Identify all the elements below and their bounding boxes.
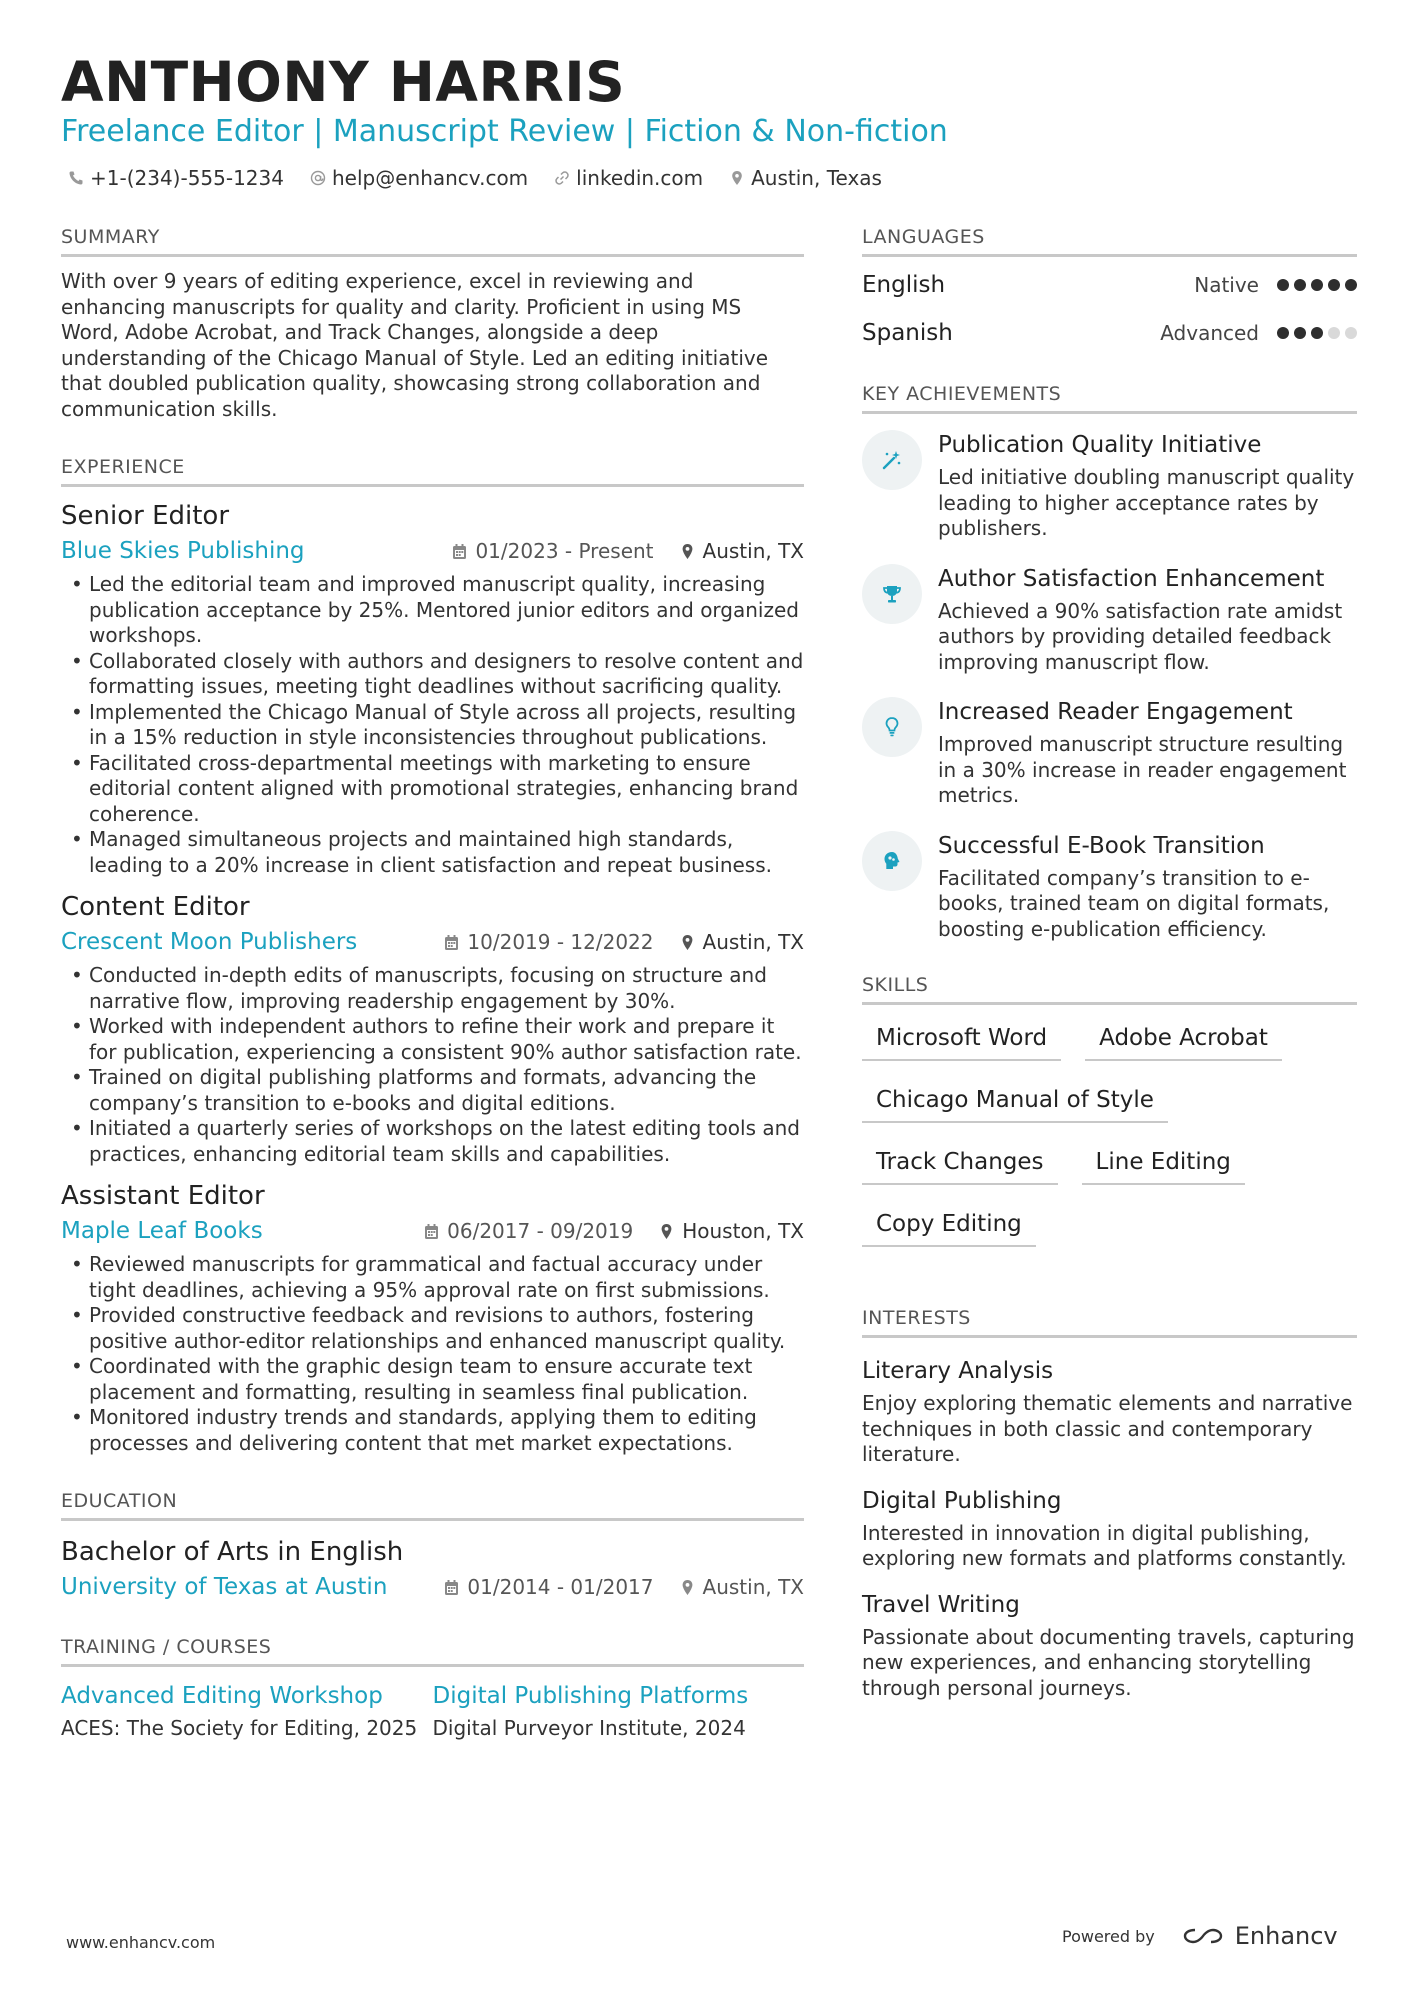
rating-dot-filled — [1294, 327, 1306, 339]
trophy-icon — [880, 582, 904, 606]
job-dates-text: 01/2023 - Present — [475, 539, 654, 563]
language-proficiency — [1194, 273, 1357, 297]
achievement-title: Increased Reader Engagement — [938, 699, 1293, 725]
interest-title: Travel Writing — [862, 1591, 1020, 1618]
bullet-item: • Trained on digital publishing platforms and formats, advancing the company’s transition to e-books and digital editions. — [61, 1065, 804, 1116]
skill-tag: Line Editing — [1082, 1147, 1245, 1185]
location-pin-icon — [659, 1223, 674, 1240]
rating-dot-empty — [1328, 327, 1340, 339]
job-dates — [452, 539, 653, 563]
achievement-content — [938, 564, 1357, 676]
achievement-desc: Achieved a 90% satisfaction rate amidst authors by providing detailed feedback improving manuscript flow. — [938, 598, 1343, 674]
language-name: English — [862, 272, 946, 298]
enhancv-logo-icon — [1181, 1924, 1225, 1948]
course-desc: ACES: The Society for Editing, 2025 — [61, 1716, 418, 1740]
bullet-item: • Provided constructive feedback and revisions to authors, fostering positive author-editor relationships and enhanced manuscript quality. — [61, 1303, 804, 1354]
interest-item — [862, 1486, 1357, 1572]
job-entry — [61, 890, 804, 1167]
interest-desc: Interested in innovation in digital publishing, exploring new formats and platforms constantly. — [862, 1520, 1347, 1570]
job-title: Assistant Editor — [61, 1181, 265, 1211]
course-name[interactable]: Digital Publishing Platforms — [432, 1683, 749, 1709]
language-proficiency — [1160, 321, 1357, 345]
right-column — [862, 224, 1357, 1701]
rating-dot-filled — [1345, 279, 1357, 291]
achievement-title: Publication Quality Initiative — [938, 432, 1262, 458]
job-location-text: Houston, TX — [682, 1219, 804, 1243]
education-location-text: Austin, TX — [702, 1575, 804, 1599]
course-item — [61, 1681, 433, 1742]
contact-location — [729, 164, 882, 192]
job-location-text: Austin, TX — [702, 539, 804, 563]
bullet-item: • Worked with independent authors to refine their work and prepare it for publication, experiencing a consistent 90% author satisfaction rate. — [61, 1014, 804, 1065]
course-list — [61, 1681, 804, 1742]
language-item — [862, 261, 1357, 309]
interests-heading: INTERESTS — [862, 1305, 1357, 1338]
language-level: Advanced — [1160, 321, 1259, 345]
calendar-icon — [452, 543, 467, 560]
achievement-icon-badge — [862, 831, 922, 891]
rating-dot-empty — [1345, 327, 1357, 339]
interest-item — [862, 1590, 1357, 1702]
bullet-item: • Coordinated with the graphic design team to ensure accurate text placement and formatting, resulting in seamless final publication. — [61, 1354, 804, 1405]
degree-title: Bachelor of Arts in English — [61, 1537, 404, 1567]
phone-icon — [68, 170, 84, 186]
language-item — [862, 309, 1357, 357]
location-pin-icon — [680, 934, 695, 951]
company-name[interactable]: Maple Leaf Books — [61, 1218, 263, 1244]
calendar-icon — [444, 934, 459, 951]
footer-branding — [1062, 1922, 1338, 1950]
experience-heading: EXPERIENCE — [61, 454, 804, 487]
achievements-heading: KEY ACHIEVEMENTS — [862, 381, 1357, 414]
job-title: Senior Editor — [61, 501, 230, 531]
interest-title: Digital Publishing — [862, 1487, 1062, 1514]
interest-desc: Enjoy exploring thematic elements and narrative techniques in both classic and contemporary literature. — [862, 1391, 1353, 1466]
job-dates-text: 10/2019 - 12/2022 — [467, 930, 654, 954]
powered-by-text: Powered by — [1062, 1926, 1155, 1946]
skill-tag: Copy Editing — [862, 1209, 1036, 1247]
job-bullets — [61, 963, 804, 1167]
languages-heading: LANGUAGES — [862, 224, 1357, 257]
candidate-name: ANTHONY HARRIS — [61, 50, 626, 114]
achievement-desc: Led initiative doubling manuscript quality leading to higher acceptance rates by publishers. — [938, 465, 1355, 540]
training-heading: TRAINING / COURSES — [61, 1634, 804, 1667]
linkedin-text: linkedin.com — [576, 166, 704, 190]
achievement-icon-badge — [862, 564, 922, 624]
education-location — [680, 1575, 804, 1599]
left-column — [61, 224, 804, 1742]
job-entry — [61, 1179, 804, 1456]
job-dates — [424, 1219, 633, 1243]
rating-dot-filled — [1311, 327, 1323, 339]
education-dates — [444, 1575, 653, 1599]
phone-text: +1-(234)-555-1234 — [90, 166, 284, 190]
footer-website[interactable]: www.enhancv.com — [66, 1933, 216, 1952]
interest-title: Literary Analysis — [862, 1358, 1054, 1384]
job-location-text: Austin, TX — [702, 930, 804, 954]
skill-tag: Track Changes — [862, 1147, 1058, 1185]
job-meta-row — [61, 536, 804, 566]
achievement-icon-badge — [862, 697, 922, 757]
job-meta-row — [61, 1216, 804, 1246]
job-meta — [424, 1219, 804, 1243]
language-list — [862, 261, 1357, 357]
achievement-item — [862, 697, 1357, 809]
summary-heading: SUMMARY — [61, 224, 804, 257]
achievement-desc: Improved manuscript structure resulting in a 30% increase in reader engagement metrics. — [938, 732, 1347, 807]
interest-desc: Passionate about documenting travels, capturing new experiences, and enhancing storytelling through personal journeys. — [862, 1624, 1355, 1700]
company-name[interactable]: Blue Skies Publishing — [61, 538, 305, 564]
achievement-content — [938, 831, 1357, 943]
skill-tag: Microsoft Word — [862, 1023, 1061, 1061]
bullet-item: • Conducted in-depth edits of manuscripts, focusing on structure and narrative flow, improving readership engagement by 30%. — [61, 963, 804, 1014]
at-icon — [310, 170, 326, 186]
skill-tag: Adobe Acrobat — [1085, 1023, 1282, 1061]
company-name[interactable]: Crescent Moon Publishers — [61, 929, 358, 955]
location-pin-icon — [680, 1579, 695, 1596]
job-meta — [444, 930, 804, 954]
skill-list — [862, 1023, 1357, 1247]
contact-bar — [68, 164, 882, 192]
job-location — [659, 1219, 804, 1243]
course-desc: Digital Purveyor Institute, 2024 — [432, 1716, 746, 1740]
job-bullets — [61, 572, 804, 878]
job-location — [680, 930, 804, 954]
language-rating — [1277, 279, 1357, 291]
achievement-item — [862, 564, 1357, 676]
job-meta-row — [61, 927, 804, 957]
achievement-icon-badge — [862, 430, 922, 490]
bullet-item: • Collaborated closely with authors and designers to resolve content and formatting issues, meeting tight deadlines without sacrificing quality. — [61, 649, 804, 700]
brain-icon — [880, 849, 904, 873]
achievement-item — [862, 831, 1357, 943]
bullet-item: • Initiated a quarterly series of workshops on the latest editing tools and practices, enhancing editorial team skills and capabilities. — [61, 1116, 804, 1167]
headline: Freelance Editor | Manuscript Review | Fiction & Non-fiction — [61, 114, 948, 149]
location-text: Austin, Texas — [751, 166, 882, 190]
rating-dot-filled — [1328, 279, 1340, 291]
language-rating — [1277, 327, 1357, 339]
job-location — [680, 539, 804, 563]
education-dates-text: 01/2014 - 01/2017 — [467, 1575, 654, 1599]
education-meta-row — [61, 1572, 804, 1602]
contact-phone[interactable] — [68, 164, 284, 192]
lightbulb-icon — [880, 715, 904, 739]
achievement-title: Successful E-Book Transition — [938, 832, 1265, 859]
school-name[interactable]: University of Texas at Austin — [61, 1574, 388, 1600]
skill-tag: Chicago Manual of Style — [862, 1085, 1168, 1123]
link-icon — [554, 170, 570, 186]
language-level: Native — [1194, 273, 1259, 297]
rating-dot-filled — [1311, 279, 1323, 291]
course-item — [433, 1681, 805, 1742]
job-meta — [452, 539, 804, 563]
email-text: help@enhancv.com — [331, 166, 529, 190]
bullet-item: • Monitored industry trends and standards, applying them to editing processes and delivering content that met market expectations. — [61, 1405, 804, 1456]
course-name[interactable]: Advanced Editing Workshop — [61, 1683, 383, 1709]
bullet-item: • Managed simultaneous projects and maintained high standards, leading to a 20% increase in client satisfaction and repeat business. — [61, 827, 804, 878]
rating-dot-filled — [1277, 279, 1289, 291]
education-heading: EDUCATION — [61, 1488, 804, 1521]
education-meta — [444, 1575, 804, 1599]
contact-email[interactable] — [310, 164, 528, 192]
brand-logo[interactable] — [1181, 1922, 1338, 1950]
achievement-content — [938, 697, 1357, 809]
location-pin-icon — [680, 543, 695, 560]
summary-text: With over 9 years of editing experience, excel in reviewing and enhancing manuscripts for quality and clarity. Proficient in using MS Word, Adobe Acrobat, and Track Changes, alongside a deep understanding of the Chicago Manual of Style. Led an editing initiative that doubled publication quality, showcasing strong collaboration and communication skills. — [61, 269, 769, 421]
rating-dot-filled — [1277, 327, 1289, 339]
interest-item — [862, 1356, 1357, 1468]
calendar-icon — [424, 1223, 439, 1240]
wand-icon — [880, 448, 904, 472]
bullet-item: • Implemented the Chicago Manual of Style across all projects, resulting in a 15% reduction in style inconsistencies throughout publications. — [61, 700, 804, 751]
bullet-item: • Facilitated cross-departmental meetings with marketing to ensure editorial content aligned with promotional strategies, enhancing brand coherence. — [61, 751, 804, 828]
achievement-item — [862, 430, 1357, 542]
bullet-item: • Led the editorial team and improved manuscript quality, increasing publication acceptance by 25%. Mentored junior editors and organized workshops. — [61, 572, 804, 649]
achievement-content — [938, 430, 1357, 542]
job-dates-text: 06/2017 - 09/2019 — [447, 1219, 634, 1243]
achievement-desc: Facilitated company’s transition to e-books, trained team on digital formats, boosting e-publication efficiency. — [938, 865, 1330, 941]
contact-linkedin[interactable] — [554, 164, 703, 192]
brand-name: Enhancv — [1234, 1922, 1338, 1950]
calendar-icon — [444, 1579, 459, 1596]
skills-heading: SKILLS — [862, 972, 1357, 1005]
rating-dot-filled — [1294, 279, 1306, 291]
location-pin-icon — [729, 170, 745, 186]
bullet-item: • Reviewed manuscripts for grammatical and factual accuracy under tight deadlines, achieving a 95% approval rate on first submissions. — [61, 1252, 804, 1303]
job-dates — [444, 930, 653, 954]
language-name: Spanish — [862, 320, 953, 346]
job-bullets — [61, 1252, 804, 1456]
job-entry — [61, 499, 804, 878]
job-title: Content Editor — [61, 892, 250, 922]
achievement-title: Author Satisfaction Enhancement — [938, 565, 1325, 592]
